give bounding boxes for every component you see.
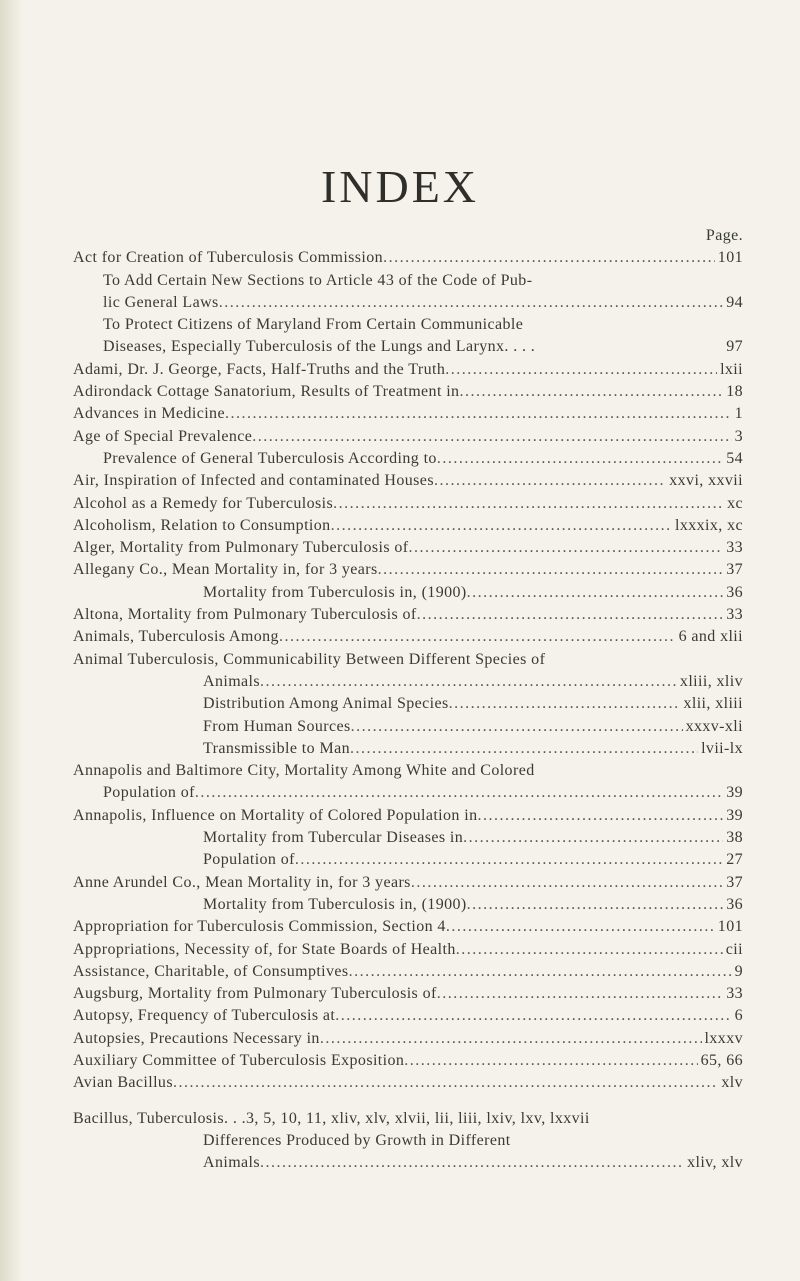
index-entry [73, 1130, 743, 1152]
entry-text: Alcoholism, Relation to Consumption [73, 516, 331, 534]
dot-leader [320, 1028, 702, 1050]
index-entry [73, 961, 743, 983]
dot-leader [456, 939, 723, 961]
entry-text: Appropriations, Necessity of, for State Boards of Health [73, 940, 456, 958]
entry-page-ref: xlv [721, 1074, 743, 1092]
index-entries [73, 247, 743, 1174]
index-entry [73, 827, 743, 849]
entry-page-ref: 36 [726, 583, 743, 601]
index-entry [73, 805, 743, 827]
dot-leader [378, 559, 724, 581]
index-entry [73, 604, 743, 626]
entry-text: Alcohol as a Remedy for Tuberculosis [73, 494, 334, 512]
entry-page-ref: 33 [726, 985, 743, 1003]
entry-page-ref: 38 [726, 829, 743, 847]
dot-leader [350, 738, 698, 760]
dot-leader [449, 693, 681, 715]
page-column-label: Page. [705, 227, 743, 244]
index-entry [73, 314, 743, 336]
index-entry [73, 493, 743, 515]
index-entry [73, 270, 743, 292]
entry-text: Anne Arundel Co., Mean Mortality in, for 3 years [73, 873, 411, 891]
entry-text: Population of [203, 851, 295, 869]
entry-text: Autopsy, Frequency of Tuberculosis at [73, 1007, 336, 1025]
index-list [73, 225, 743, 1174]
index-entry [73, 738, 743, 760]
entry-page-ref: 37 [726, 873, 743, 891]
entry-text: Air, Inspiration of Infected and contaminated Houses [73, 472, 434, 490]
entry-page-ref: 27 [726, 851, 743, 869]
index-entry [73, 448, 743, 470]
entry-page-ref: 9 [734, 962, 743, 980]
entry-page-ref: 101 [717, 918, 743, 936]
index-entry [73, 671, 743, 693]
dot-leader [404, 1050, 697, 1072]
entry-text: Allegany Co., Mean Mortality in, for 3 years [73, 561, 378, 579]
entry-text: Mortality from Tubercular Diseases in [203, 829, 464, 847]
index-entry [73, 983, 743, 1005]
dot-leader [467, 894, 724, 916]
index-entry [73, 782, 743, 804]
entry-text: From Human Sources [203, 717, 351, 735]
entry-page-ref: lxxxv [704, 1029, 743, 1047]
dot-leader [279, 626, 676, 648]
entry-page-ref: lxxxix, xc [675, 516, 743, 534]
entry-page-ref: 6 and xlii [678, 628, 743, 646]
entry-text: Animals [203, 672, 261, 690]
entry-text: Animals, Tuberculosis Among [73, 628, 279, 646]
index-entry [73, 515, 743, 537]
entry-text: Differences Produced by Growth in Different [203, 1131, 511, 1149]
index-entry [73, 849, 743, 871]
dot-leader [349, 961, 732, 983]
index-entry [73, 381, 743, 403]
dot-leader [434, 470, 666, 492]
entry-text: Population of [103, 784, 195, 802]
index-entry [73, 559, 743, 581]
index-entry [73, 470, 743, 492]
entry-page-ref: 6 [734, 1007, 743, 1025]
entry-page-ref: xxxv-xli [685, 717, 743, 735]
entry-page-ref: 3 [734, 427, 743, 445]
index-entry [73, 693, 743, 715]
entry-page-ref: 39 [726, 806, 743, 824]
index-entry [73, 359, 743, 381]
entry-page-ref: 37 [726, 561, 743, 579]
entry-page-ref: xc [727, 494, 743, 512]
dot-leader [477, 805, 723, 827]
entry-text: Alger, Mortality from Pulmonary Tuberculosis of [73, 539, 409, 557]
entry-page-ref: 33 [726, 539, 743, 557]
entry-page-ref: 94 [726, 293, 743, 311]
dot-leader [219, 292, 724, 314]
index-entry [73, 247, 743, 269]
entry-text: Diseases, Especially Tuberculosis of the Lungs and Larynx. . . . [103, 338, 536, 356]
entry-page-ref: 33 [726, 606, 743, 624]
dot-leader [335, 1005, 731, 1027]
dot-leader [417, 604, 724, 626]
dot-leader [446, 916, 715, 938]
dot-leader [383, 247, 715, 269]
dot-leader [173, 1072, 718, 1094]
dot-leader [467, 582, 724, 604]
entry-text: lic General Laws [103, 293, 219, 311]
dot-leader [408, 537, 723, 559]
entry-text: Augsburg, Mortality from Pulmonary Tuberculosis of [73, 985, 437, 1003]
entry-text: Age of Special Prevalence [73, 427, 253, 445]
index-entry [73, 1050, 743, 1072]
dot-leader [445, 359, 717, 381]
entry-text: Bacillus, Tuberculosis. . .3, 5, 10, 11, xliv, xlv, xlvii, lii, liii, lxiv, lxv, lxxvii [73, 1109, 590, 1127]
entry-text: Autopsies, Precautions Necessary in [73, 1029, 320, 1047]
dot-leader [295, 849, 723, 871]
dot-leader [260, 671, 677, 693]
entry-text: Mortality from Tuberculosis in, (1900) [203, 583, 467, 601]
entry-text: Act for Creation of Tuberculosis Commission [73, 249, 384, 267]
entry-page-ref: 36 [726, 895, 743, 913]
entry-text: Animals [203, 1154, 261, 1172]
entry-text: Avian Bacillus [73, 1074, 173, 1092]
entry-text: Altona, Mortality from Pulmonary Tuberculosis of [73, 606, 417, 624]
entry-text: Advances in Medicine [73, 405, 225, 423]
index-entry [73, 1005, 743, 1027]
entry-page-ref: 101 [717, 249, 743, 267]
entry-page-ref: xliii, xliv [679, 672, 743, 690]
index-entry [73, 1072, 743, 1094]
index-entry [73, 292, 743, 314]
index-entry [73, 537, 743, 559]
entry-text: Auxiliary Committee of Tuberculosis Exposition [73, 1051, 405, 1069]
dot-leader [411, 872, 723, 894]
entry-text: Prevalence of General Tuberculosis According to [103, 449, 437, 467]
index-entry [73, 939, 743, 961]
index-entry [73, 1108, 743, 1130]
index-entry [73, 1028, 743, 1050]
dot-leader [225, 403, 732, 425]
index-entry [73, 426, 743, 448]
index-entry [73, 872, 743, 894]
entry-text: Animal Tuberculosis, Communicability Between Different Species of [73, 650, 546, 668]
entry-text: To Add Certain New Sections to Article 43 of the Code of Pub- [103, 271, 533, 289]
index-entry [73, 649, 743, 671]
entry-text: Transmissible to Man [203, 739, 350, 757]
entry-page-ref: lxii [720, 360, 743, 378]
entry-text: Adirondack Cottage Sanatorium, Results of Treatment in [73, 383, 460, 401]
entry-text: Mortality from Tuberculosis in, (1900) [203, 895, 467, 913]
index-entry [73, 894, 743, 916]
dot-leader [195, 782, 723, 804]
dot-leader [463, 827, 723, 849]
dot-leader [260, 1152, 684, 1174]
dot-leader [437, 448, 723, 470]
dot-leader [252, 426, 731, 448]
dot-leader [333, 493, 724, 515]
dot-leader [331, 515, 672, 537]
entry-page-ref: 54 [726, 449, 743, 467]
entry-page-ref: xlii, xliii [683, 695, 743, 713]
entry-page-ref: 39 [726, 784, 743, 802]
entry-page-ref: 1 [734, 405, 743, 423]
dot-leader [459, 381, 723, 403]
index-entry [73, 716, 743, 738]
index-entry [73, 626, 743, 648]
entry-text: Appropriation for Tuberculosis Commission, Section 4 [73, 918, 446, 936]
dot-leader [437, 983, 723, 1005]
entry-text: To Protect Citizens of Maryland From Certain Communicable [103, 316, 524, 334]
entry-page-ref: lvii-lx [701, 739, 743, 757]
entry-text: Annapolis, Influence on Mortality of Colored Population in [73, 806, 478, 824]
index-entry [73, 582, 743, 604]
index-entry [73, 916, 743, 938]
index-entry [73, 336, 743, 358]
entry-page-ref: xliv, xlv [687, 1154, 743, 1172]
index-entry [73, 1152, 743, 1174]
index-entry [73, 760, 743, 782]
entry-page-ref: xxvi, xxvii [669, 472, 743, 490]
entry-page-ref: 97 [726, 338, 743, 356]
entry-page-ref: 65, 66 [700, 1051, 743, 1069]
dot-leader [351, 716, 683, 738]
entry-text: Annapolis and Baltimore City, Mortality Among White and Colored [73, 762, 535, 780]
page-title: INDEX [320, 161, 480, 212]
index-entry [73, 403, 743, 425]
entry-text: Distribution Among Animal Species [203, 695, 449, 713]
entry-page-ref: cii [725, 940, 743, 958]
entry-text: Assistance, Charitable, of Consumptives [73, 962, 349, 980]
entry-page-ref: 18 [726, 383, 743, 401]
entry-text: Adami, Dr. J. George, Facts, Half-Truths and the Truth [73, 360, 446, 378]
